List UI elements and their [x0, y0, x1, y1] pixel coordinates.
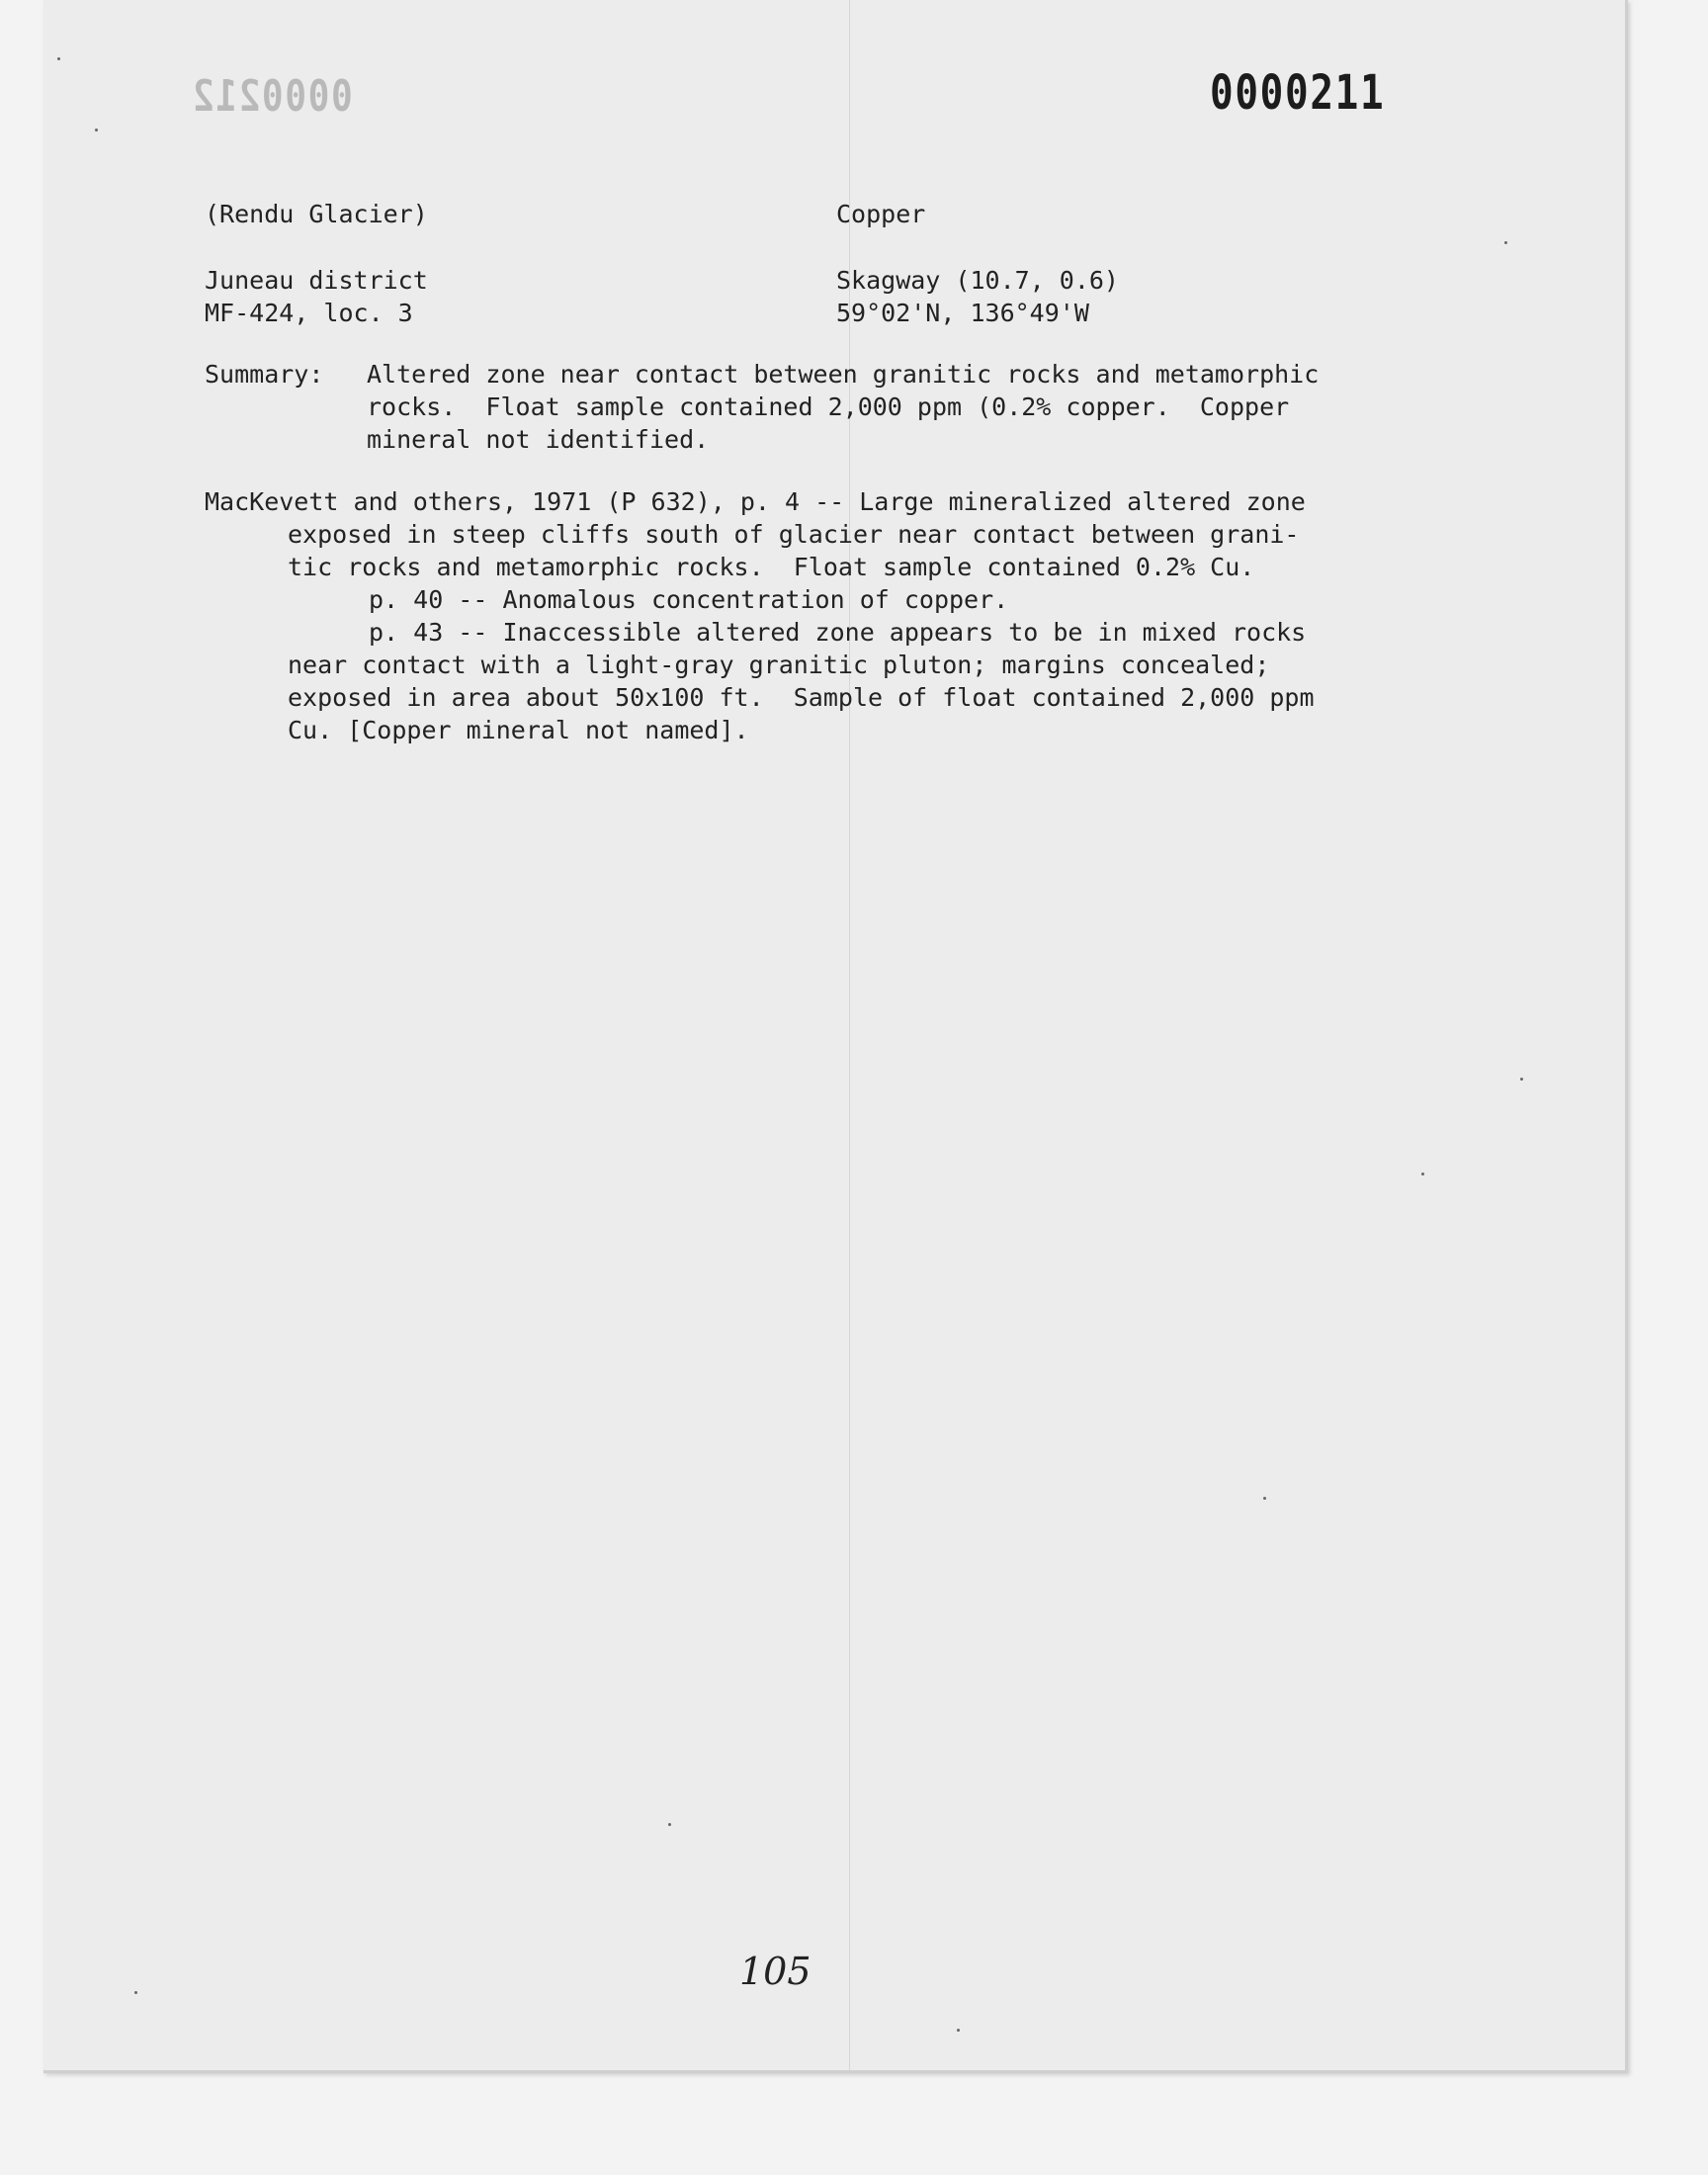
reference-line: Cu. [Copper mineral not named]. [288, 716, 749, 744]
scan-speck [957, 2029, 960, 2032]
scan-speck [57, 57, 60, 60]
scan-speck [95, 129, 98, 131]
reference-line: p. 40 -- Anomalous concentration of copper. [369, 585, 1009, 614]
coordinates: 59°02'N, 136°49'W [836, 299, 1089, 327]
summary-label: Summary: [205, 360, 324, 389]
locality-name: (Rendu Glacier) [205, 200, 428, 228]
document-number: 0000211 [1210, 65, 1386, 121]
summary-text [367, 358, 1454, 456]
summary-line: Altered zone near contact between granitic rocks and metamorphic [367, 360, 1320, 389]
summary-line: rocks. Float sample contained 2,000 ppm (0.2% copper. Copper [367, 392, 1290, 421]
reference-line: exposed in area about 50x100 ft. Sample of float contained 2,000 ppm [288, 683, 1315, 712]
reference-block [205, 485, 1315, 746]
map-reference: MF-424, loc. 3 [205, 299, 413, 327]
summary-line: mineral not identified. [367, 425, 710, 454]
reference-line: MacKevett and others, 1971 (P 632), p. 4 -- Large mineralized altered zone [205, 487, 1306, 516]
page-number: 105 [739, 1950, 811, 1993]
ghost-document-number: 0000212 [191, 71, 353, 122]
scan-speck [1263, 1497, 1266, 1500]
district: Juneau district [205, 266, 428, 295]
scan-speck [668, 1823, 671, 1826]
reference-line: tic rocks and metamorphic rocks. Float sample contained 0.2% Cu. [288, 553, 1255, 581]
scan-speck [1504, 241, 1507, 244]
reference-line: exposed in steep cliffs south of glacier near contact between grani- [288, 520, 1300, 549]
reference-line: near contact with a light-gray granitic pluton; margins concealed; [288, 651, 1270, 679]
commodity: Copper [836, 200, 926, 228]
scan-speck [134, 1991, 137, 1994]
scan-speck [1421, 1173, 1424, 1175]
quadrangle: Skagway (10.7, 0.6) [836, 266, 1119, 295]
reference-line: p. 43 -- Inaccessible altered zone appears to be in mixed rocks [369, 618, 1307, 647]
scan-speck [1520, 1078, 1523, 1081]
